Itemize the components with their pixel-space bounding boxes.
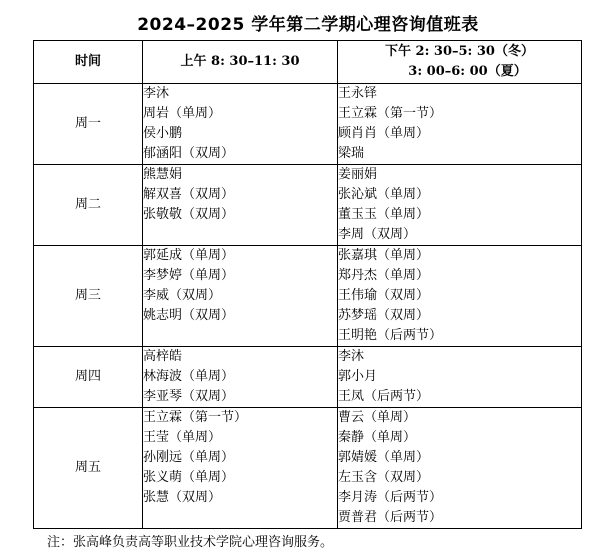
afternoon-staff-name: 王立霖（第一节）: [338, 106, 443, 121]
morning-cell: [143, 246, 338, 347]
header-afternoon: [338, 41, 582, 84]
afternoon-staff-name: 董玉玉（单周）: [338, 207, 430, 222]
table-row: [34, 165, 582, 246]
day-cell: 周三: [34, 246, 143, 347]
morning-staff-name: 孙刚远（单周）: [143, 450, 235, 465]
duty-schedule-table: [33, 40, 582, 529]
afternoon-staff-name: 李月涛（后两节）: [338, 490, 443, 505]
header-morning: 上午 8: 30–11: 30: [143, 41, 338, 84]
table-row: [34, 347, 582, 408]
afternoon-staff-name: 李周（双周）: [338, 227, 417, 242]
afternoon-cell: [338, 347, 582, 408]
day-cell: 周一: [34, 84, 143, 165]
afternoon-staff-name: 李沐: [338, 349, 365, 364]
afternoon-staff-name: 郭婧媛（单周）: [338, 450, 430, 465]
header-time: 时间: [34, 41, 143, 84]
morning-staff-name: 林海波（单周）: [143, 369, 235, 384]
morning-staff-name: 张敬敬（双周）: [143, 207, 235, 222]
morning-staff-name: 周岩（单周）: [143, 106, 222, 121]
morning-staff-name: 李威（双周）: [143, 288, 222, 303]
day-cell: 周四: [34, 347, 143, 408]
table-header-row: [34, 41, 582, 84]
afternoon-cell: [338, 165, 582, 246]
morning-staff-name: 王莹（单周）: [143, 430, 222, 445]
day-cell: 周二: [34, 165, 143, 246]
afternoon-staff-name: 顾肖肖（单周）: [338, 126, 430, 141]
afternoon-staff-name: 张嘉琪（单周）: [338, 248, 430, 263]
morning-staff-name: 张慧（双周）: [143, 490, 222, 505]
afternoon-staff-name: 苏梦瑶（双周）: [338, 308, 430, 323]
morning-staff-name: 侯小鹏: [143, 126, 183, 141]
afternoon-staff-name: 郭小月: [338, 369, 378, 384]
table-row: [34, 408, 582, 529]
table-row: [34, 246, 582, 347]
afternoon-cell: [338, 84, 582, 165]
morning-staff-name: 郭延成（单周）: [143, 248, 235, 263]
day-cell: 周五: [34, 408, 143, 529]
afternoon-staff-name: 王伟瑜（双周）: [338, 288, 430, 303]
morning-cell: [143, 84, 338, 165]
morning-staff-name: 姚志明（双周）: [143, 308, 235, 323]
morning-staff-name: 李亚琴（双周）: [143, 389, 235, 404]
page-title: 2024–2025 学年第二学期心理咨询值班表: [137, 15, 479, 35]
afternoon-staff-name: 左玉含（双周）: [338, 470, 430, 485]
afternoon-cell: [338, 408, 582, 529]
morning-staff-name: 郁涵阳（双周）: [143, 146, 235, 161]
afternoon-staff-name: 张沁斌（单周）: [338, 187, 430, 202]
afternoon-staff-name: 郑丹杰（单周）: [338, 268, 430, 283]
morning-staff-name: 熊慧娟: [143, 167, 183, 182]
footnote: 注：张高峰负责高等职业技术学院心理咨询服务。: [47, 535, 334, 550]
afternoon-staff-name: 梁瑞: [338, 146, 365, 161]
morning-staff-name: 王立霖（第一节）: [143, 410, 248, 425]
table-row: [34, 84, 582, 165]
afternoon-staff-name: 王明艳（后两节）: [338, 328, 443, 343]
morning-staff-name: 李沐: [143, 86, 170, 101]
afternoon-staff-name: 贾普君（后两节）: [338, 510, 443, 525]
morning-staff-name: 高梓皓: [143, 349, 183, 364]
morning-staff-name: 解双喜（双周）: [143, 187, 235, 202]
morning-cell: [143, 165, 338, 246]
afternoon-staff-name: 王永铎: [338, 86, 378, 101]
morning-staff-name: 张义萌（单周）: [143, 470, 235, 485]
header-afternoon-winter: 下午 2: 30–5: 30（冬）: [385, 44, 534, 59]
morning-staff-name: 李梦婷（单周）: [143, 268, 235, 283]
afternoon-staff-name: 姜丽娟: [338, 167, 378, 182]
afternoon-staff-name: 曹云（单周）: [338, 410, 417, 425]
afternoon-staff-name: 秦静（单周）: [338, 430, 417, 445]
morning-cell: [143, 347, 338, 408]
header-afternoon-summer: 3: 00–6: 00（夏）: [408, 64, 527, 79]
afternoon-staff-name: 王凤（后两节）: [338, 389, 430, 404]
morning-cell: [143, 408, 338, 529]
afternoon-cell: [338, 246, 582, 347]
